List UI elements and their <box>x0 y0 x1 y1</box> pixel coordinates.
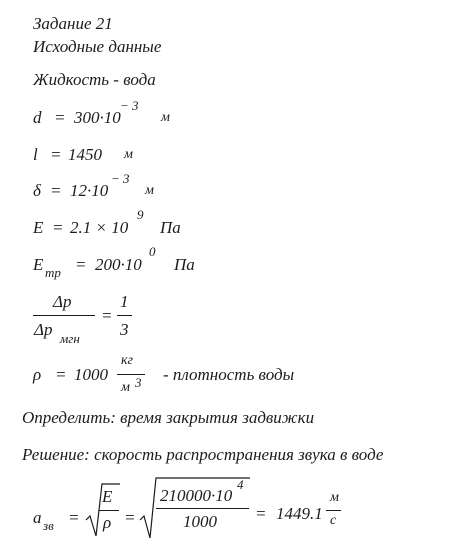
task-title: Задание 21 <box>33 14 113 33</box>
rho-equals: = <box>55 365 67 384</box>
sqrt1-denominator: ρ <box>103 513 112 532</box>
etr-unit: Па <box>174 255 195 274</box>
sqrt2-numerator: 210000·10 <box>160 486 233 505</box>
sqrt2-denominator: 1000 <box>183 512 217 531</box>
formula-equals-3: = <box>255 504 267 523</box>
e-value: 2.1 × 10 <box>70 218 129 237</box>
rho-note: - плотность воды <box>163 365 295 384</box>
d-unit: м <box>161 110 170 125</box>
d-exponent: − 3 <box>120 98 139 113</box>
ratio-denominator-subscript: мгн <box>60 331 80 346</box>
rho-unit-exponent: 3 <box>135 375 142 390</box>
d-equals: = <box>54 108 66 127</box>
l-unit: м <box>124 147 133 162</box>
result-unit-bar <box>326 510 341 511</box>
e-equals: = <box>52 218 64 237</box>
fluid-line: Жидкость - вода <box>33 70 156 89</box>
solution-intro: Решение: скорость распространения звука в воде <box>22 445 384 464</box>
section-subtitle: Исходные данные <box>33 37 162 56</box>
etr-subscript: тр <box>45 265 61 280</box>
e-symbol: E <box>33 218 44 237</box>
etr-value: 200·10 <box>95 255 142 274</box>
e-exponent: 9 <box>137 207 144 222</box>
l-value: 1450 <box>68 145 102 164</box>
sqrt1-numerator: E <box>102 487 113 506</box>
ratio-numerator: Δp <box>53 292 72 311</box>
sqrt1-fraction-bar <box>99 510 119 511</box>
result-unit-denominator: с <box>330 513 337 528</box>
rho-value: 1000 <box>74 365 108 384</box>
delta-equals: = <box>50 181 62 200</box>
ratio-right-numerator: 1 <box>120 292 129 311</box>
formula-equals-2: = <box>124 508 136 527</box>
delta-value: 12·10 <box>70 181 109 200</box>
d-symbol: d <box>33 108 42 127</box>
etr-symbol: E <box>33 255 44 274</box>
etr-equals: = <box>75 255 87 274</box>
sqrt2-exponent: 4 <box>237 477 244 492</box>
etr-exponent: 0 <box>149 244 156 259</box>
task-statement: Определить: время закрытия задвижки <box>22 408 315 427</box>
ratio-equals: = <box>101 306 113 325</box>
a-subscript: зв <box>43 518 54 533</box>
a-symbol: a <box>33 508 42 527</box>
sqrt2-fraction-bar <box>156 508 249 509</box>
rho-unit-denominator: м <box>121 380 130 395</box>
ratio-denominator: Δp <box>34 320 53 339</box>
rho-symbol: ρ <box>33 365 42 384</box>
e-unit: Па <box>160 218 181 237</box>
l-equals: = <box>50 145 62 164</box>
result-unit-numerator: м <box>330 490 339 505</box>
delta-unit: м <box>145 183 154 198</box>
ratio-right-denominator: 3 <box>120 320 129 339</box>
d-value: 300·10 <box>74 108 121 127</box>
l-symbol: l <box>33 145 38 164</box>
delta-symbol: δ <box>33 181 41 200</box>
ratio-fraction-bar <box>33 315 95 316</box>
result-value: 1449.1 <box>276 504 323 523</box>
ratio-right-bar <box>117 315 132 316</box>
formula-equals-1: = <box>68 508 80 527</box>
delta-exponent: − 3 <box>111 171 130 186</box>
rho-unit-numerator: кг <box>121 353 134 368</box>
